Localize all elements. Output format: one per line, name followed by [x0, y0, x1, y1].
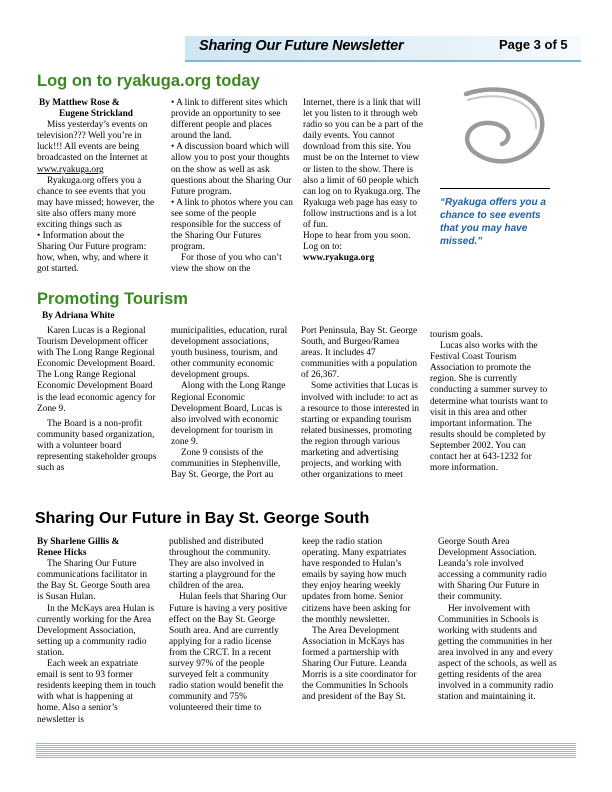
- paragraph: In the McKays area Hulan is currently working for the Area Development Association, setting up a community radio station.: [37, 603, 155, 658]
- article1-column-2: [171, 98, 293, 276]
- byline: By Adriana White: [42, 311, 115, 321]
- pull-quote: “Ryakuga offers you a chance to see events that you may have missed.”: [440, 197, 546, 247]
- paragraph: Log on to:: [303, 242, 342, 253]
- paragraph: municipalities, education, rural development associations, youth business, tourism, and other community economic development groups.: [171, 326, 288, 381]
- paragraph: Miss yesterday’s events on television??? Well you’re in luck!!! All events are being broadcasted on the Internet at www.ryakuga.org: [37, 120, 148, 175]
- paragraph: Zone 9 consists of the communities in Stephenville, Bay St. George, the Port au: [171, 448, 281, 481]
- paragraph: Some activities that Lucas is involved with include: to act as a resource to those interested in starting or expanding tourism related businesses, promoting the region through various marketing and advertising projects, and working with other organizations to meet: [301, 381, 420, 481]
- paragraph: Ryakuga.org offers you a chance to see events that you may have missed; however, the site also offers many more exciting things such as: [37, 175, 155, 231]
- paragraph: Each week an expatriate email is sent to 93 former residents keeping them in touch with what is happening at home. Also a senior’s newsletter is: [37, 659, 156, 725]
- article2-column-1: [37, 326, 157, 474]
- paragraph: Hope to hear from you soon.: [303, 231, 411, 242]
- quote-rule: [440, 188, 550, 189]
- article-title-log-on: Log on to ryakuga.org today: [37, 72, 260, 90]
- byline: Renee Hicks: [37, 548, 87, 559]
- article2-column-3: [301, 326, 421, 481]
- paragraph: The Sharing Our Future communications facilitator in the Bay St. George South area is Susan Hulan.: [37, 559, 150, 603]
- paragraph: published and distributed throughout the community. They are also involved in starting a playground for the children of the area.: [169, 537, 276, 592]
- byline: By Matthew Rose &: [39, 98, 120, 108]
- url-text: www.ryakuga.org: [303, 253, 375, 264]
- paragraph: George South Area Development Association. Leanda’s role involved accessing a community radio with Sharing Our Future in their community.: [438, 537, 547, 603]
- paragraph: The Board is a non-profit community based organization, with a volunteer board representing stakeholder groups such as: [37, 418, 157, 474]
- newsletter-title: Sharing Our Future Newsletter: [199, 38, 404, 54]
- article2-column-2: [171, 326, 291, 481]
- article3-column-3: [302, 537, 422, 703]
- article1-column-1: [37, 98, 155, 276]
- paragraph: Lucas also works with the Festival Coast Tourism Association to promote the region. She is currently conducting a summer survey to determine what tourists want to visit in this area and other important information. The results should be completed by September 2002. You can contact her at 643-1232 for more information.: [430, 341, 548, 474]
- article3-column-2: [169, 537, 289, 715]
- paragraph: tourism goals.: [430, 330, 483, 340]
- paragraph: The Area Development Association in McKays has formed a partnership with Sharing Our Future. Leanda Morris is a site coordinator for the Communities In Schools and president of the Bay St.: [302, 625, 417, 703]
- paragraph: Internet, there is a link that will let you listen to it through web radio so you can be a part of the daily events. You cannot download from this site. You must be on the Internet to view or listen to the show. There is also a limit of 60 people which can log on to Ryakuga.org. The Ryakuga web page has easy to follow instructions and is a lot of fun.: [303, 98, 423, 231]
- article-title-promoting-tourism: Promoting Tourism: [37, 290, 188, 308]
- article3-column-1: [37, 537, 157, 726]
- byline: By Sharlene Gillis &: [37, 537, 120, 547]
- bullet-item: • A link to different sites which provide an opportunity to see different people and places around the land.: [171, 98, 288, 142]
- footer-stripe: [36, 742, 576, 758]
- ryakuga-link[interactable]: www.ryakuga.org: [37, 164, 104, 175]
- bullet-item: • A link to photos where you can see some of the people responsible for the success of the Sharing Our Futures program.: [171, 197, 293, 253]
- article3-column-4: [438, 537, 558, 703]
- article2-column-4: [430, 330, 550, 474]
- bullet-item: • A discussion board which will allow you to post your thoughts on the show as well as ask questions about the Sharing Our Future program.: [171, 142, 292, 197]
- swirl-logo-icon: [452, 82, 552, 172]
- paragraph: For those of you who can’t view the show on the: [171, 253, 282, 275]
- byline: Eugene Strickland: [59, 109, 133, 120]
- article-title-bay-st-george: Sharing Our Future in Bay St. George South: [35, 510, 370, 527]
- paragraph: Karen Lucas is a Regional Tourism Development officer with The Long Range Regional Economic Development Board. The Long Range Regional Economic Development Board is the lead economic agency for Zone 9.: [37, 326, 156, 414]
- paragraph: Her involvement with Communities in Schools is working with students and getting the communities in her area involved in any and every aspect of the schools, as well as getting residents of the area involved in a community radio station and maintaining it.: [438, 603, 557, 703]
- article1-column-3: [303, 98, 425, 264]
- paragraph: Port Peninsula, Bay St. George South, and Burgeo/Ramea areas. It includes 47 communities with a population of 26,367.: [301, 326, 418, 381]
- bullet-item: • Information about the Sharing Our Future program: how, when, why, and where it got started.: [37, 231, 149, 275]
- paragraph: Along with the Long Range Regional Economic Development Board, Lucas is also involved with economic development for tourism in zone 9.: [171, 381, 286, 447]
- paragraph: Hulan feels that Sharing Our Future is having a very positive effect on the Bay St. George South area. And are currently applying for a radio license from the CRCT. In a recent survey 97% of the people surveyed felt a community radio station would benefit the community and 75% volunteered their time to: [169, 592, 288, 714]
- page-number: Page 3 of 5: [499, 37, 568, 52]
- paragraph: keep the radio station operating. Many expatriates have responded to Hulan’s emails by saying how much they enjoy hearing weekly updates from home. Senior citizens have been asking for the monthly newsletter.: [302, 537, 411, 625]
